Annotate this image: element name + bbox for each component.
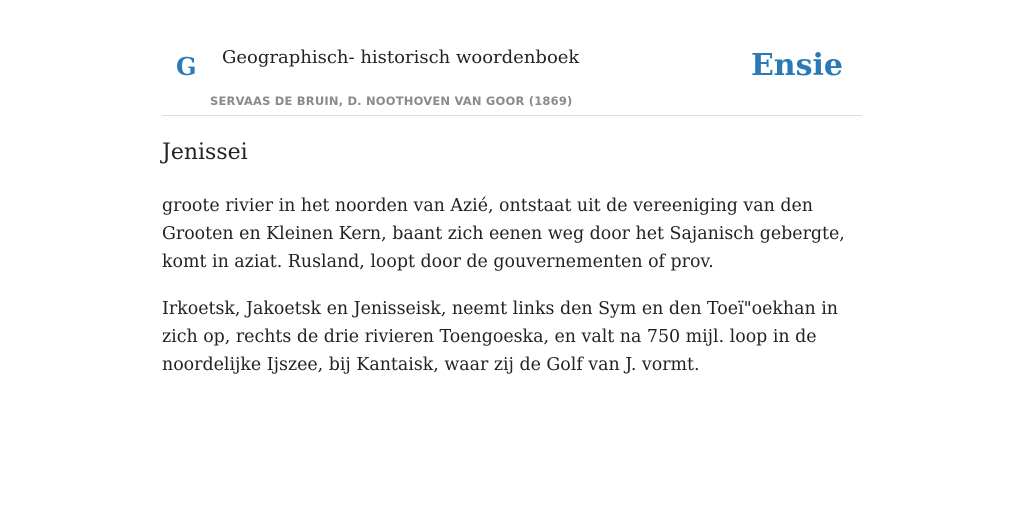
ensie-logo[interactable]: Ensie bbox=[750, 48, 843, 83]
book-header bbox=[162, 0, 862, 116]
book-title-link[interactable]: Geographisch- historisch woordenboek bbox=[222, 47, 580, 68]
entry-title: Jenissei bbox=[162, 140, 248, 165]
article-page bbox=[162, 0, 862, 375]
entry-paragraph: groote rivier in het noorden van Azié, ontstaat uit de vereeniging van den Grooten en Kleinen Kern, baant zich eenen weg door het Sajanisch gebergte, komt in aziat. Rusland, loopt door de gouvernementen of prov. bbox=[162, 196, 845, 272]
entry-paragraph: Irkoetsk, Jakoetsk en Jenisseisk, neemt links den Sym en den Toeï"oekhan in zich op, rechts de drie rivieren Toengoeska, en valt na 750 mijl. loop in de noordelijke Ijszee, bij Kantaisk, waar zij de Golf van J. vormt. bbox=[162, 299, 838, 375]
entry-body bbox=[162, 192, 862, 398]
book-authors: SERVAAS DE BRUIN, D. NOOTHOVEN VAN GOOR (1869) bbox=[210, 94, 573, 108]
book-letter-icon[interactable]: G bbox=[176, 52, 197, 81]
